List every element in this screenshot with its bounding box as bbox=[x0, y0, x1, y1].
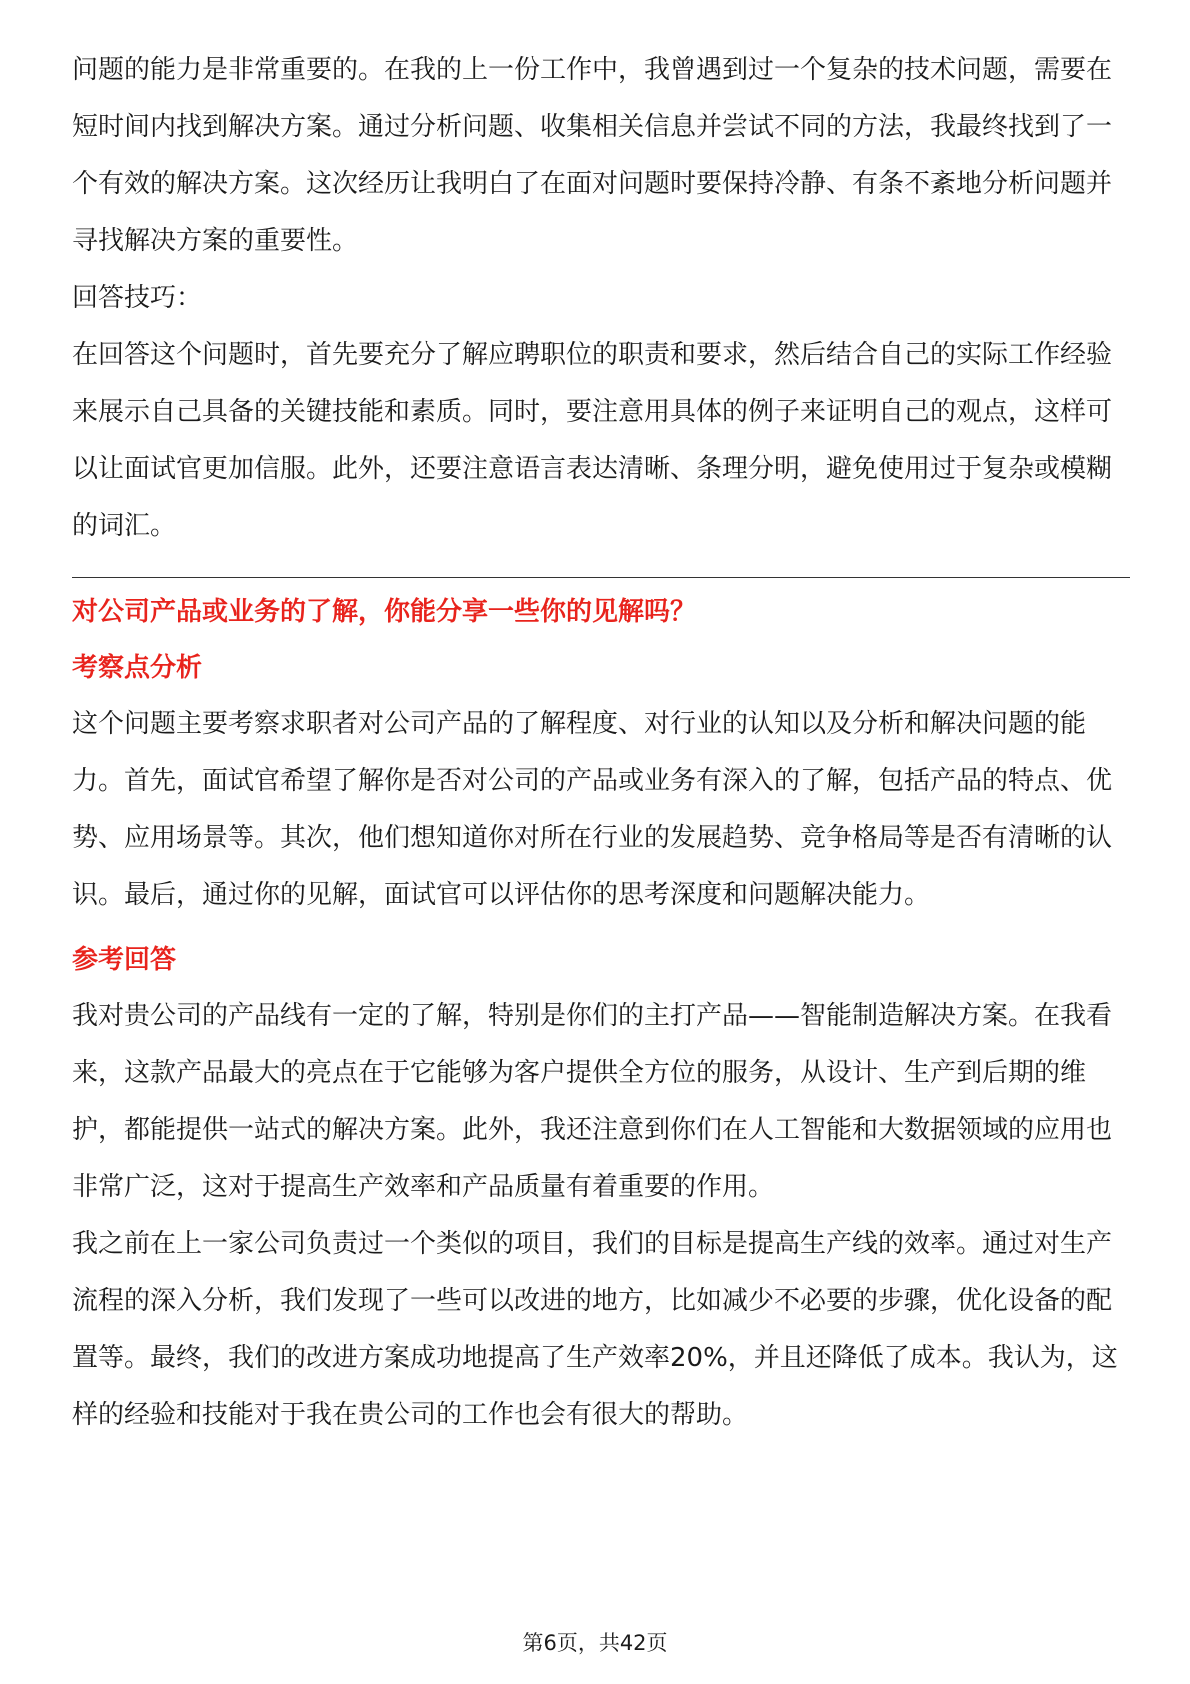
page-number-footer: 第6页，共42页 bbox=[522, 1631, 668, 1655]
tips-label: 回答技巧： bbox=[72, 283, 203, 313]
intro-paragraph: 问题的能力是非常重要的。在我的上一份工作中，我曾遇到过一个复杂的技术问题，需要在短时间内找到解决方案。通过分析问题、收集相关信息并尝试不同的方法，我最终找到了一个有效的解决方案。这次经历让我明白了在面对问题时要保持冷静、有条不紊地分析问题并寻找解决方案的重要性。 bbox=[72, 55, 1113, 256]
tips-paragraph: 在回答这个问题时，首先要充分了解应聘职位的职责和要求，然后结合自己的实际工作经验来展示自己具备的关键技能和素质。同时，要注意用具体的例子来证明自己的观点，这样可以让面试官更加信服。此外，还要注意语言表达清晰、条理分明，避免使用过于复杂或模糊的词汇。 bbox=[72, 340, 1113, 541]
answer-paragraph-2: 我之前在上一家公司负责过一个类似的项目，我们的目标是提高生产线的效率。通过对生产流程的深入分析，我们发现了一些可以改进的地方，比如减少不必要的步骤，优化设备的配置等。最终，我们的改进方案成功地提高了生产效率20%，并且还降低了成本。我认为，这样的经验和技能对于我在贵公司的工作也会有很大的帮助。 bbox=[72, 1229, 1118, 1430]
analysis-paragraph: 这个问题主要考察求职者对公司产品的了解程度、对行业的认知以及分析和解决问题的能力。首先，面试官希望了解你是否对公司的产品或业务有深入的了解，包括产品的特点、优势、应用场景等。其次，他们想知道你对所在行业的发展趋势、竞争格局等是否有清晰的认识。最后，通过你的见解，面试官可以评估你的思考深度和问题解决能力。 bbox=[72, 709, 1113, 910]
answer-paragraph-1: 我对贵公司的产品线有一定的了解，特别是你们的主打产品——智能制造解决方案。在我看来，这款产品最大的亮点在于它能够为客户提供全方位的服务，从设计、生产到后期的维护，都能提供一站式的解决方案。此外，我还注意到你们在人工智能和大数据领域的应用也非常广泛，这对于提高生产效率和产品质量有着重要的作用。 bbox=[72, 1001, 1113, 1202]
answer-heading: 参考回答 bbox=[72, 945, 177, 975]
question-heading: 对公司产品或业务的了解，你能分享一些你的见解吗？ bbox=[72, 597, 697, 627]
document-page bbox=[72, 42, 1132, 1444]
section-divider bbox=[72, 577, 1130, 578]
analysis-heading: 考察点分析 bbox=[72, 653, 203, 683]
